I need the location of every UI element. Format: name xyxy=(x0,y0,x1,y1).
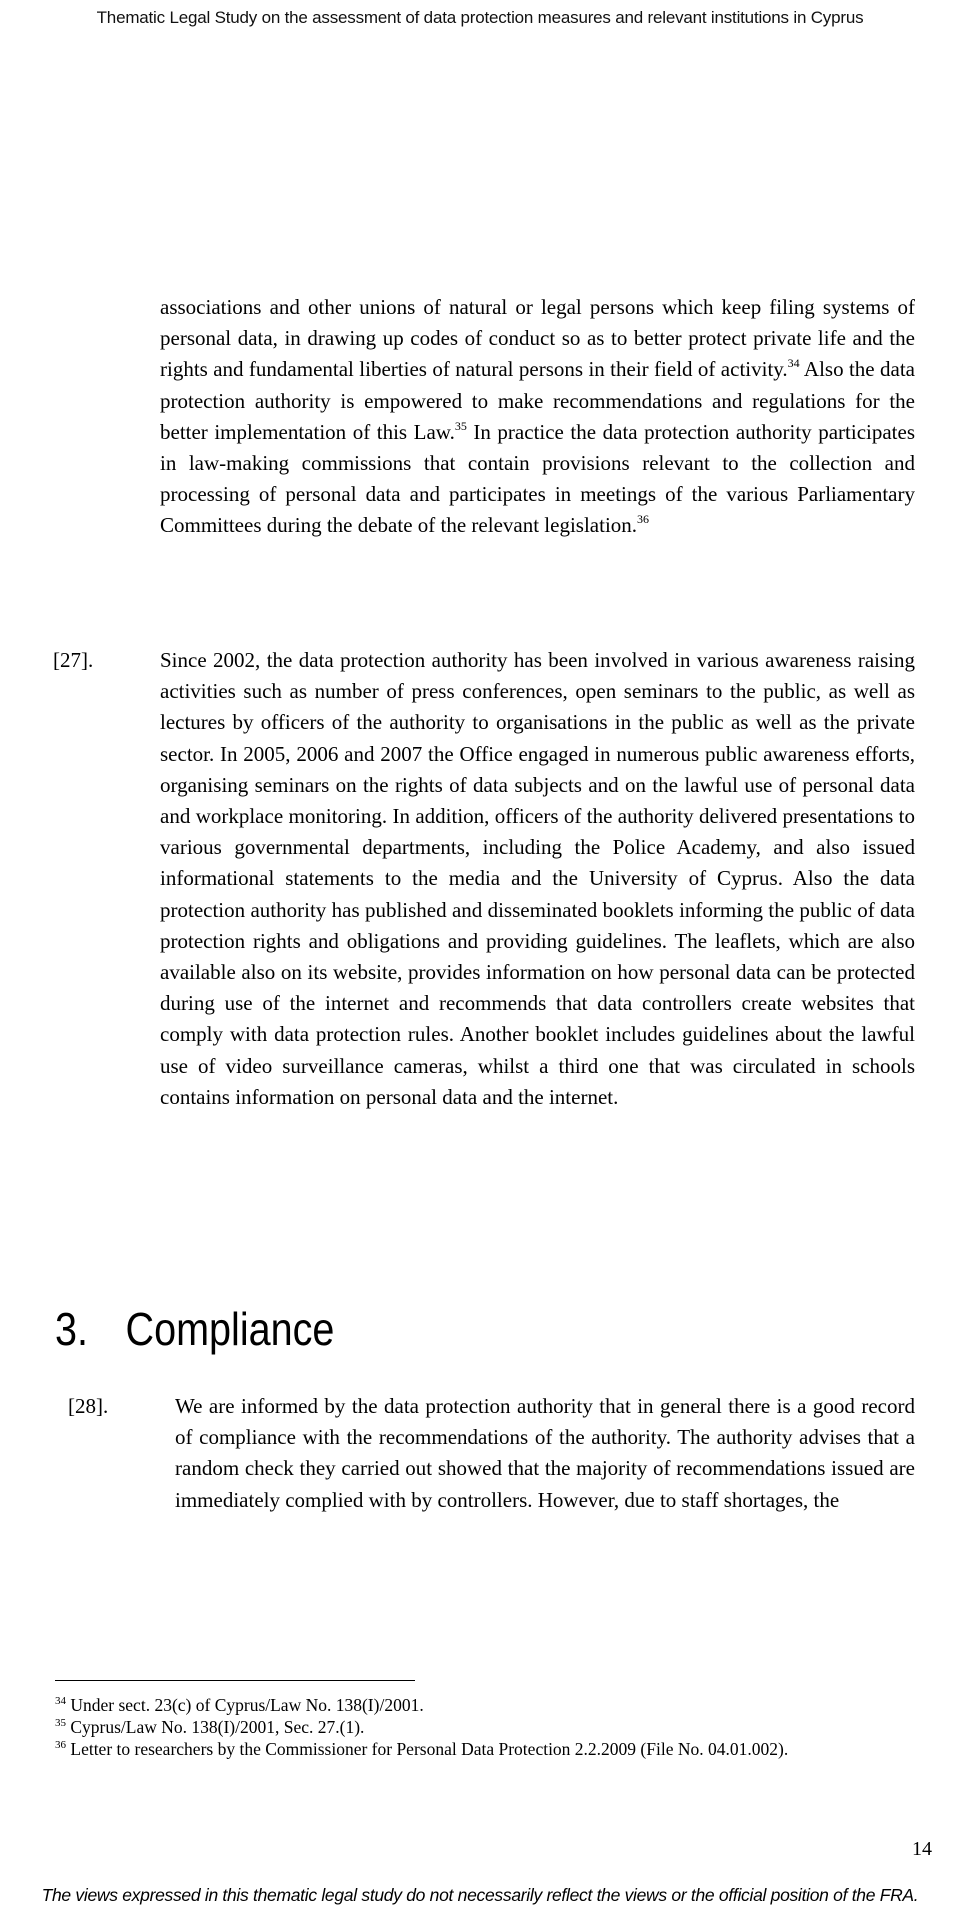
running-header: Thematic Legal Study on the assessment of data protection measures and relevant institutions in Cyprus xyxy=(96,8,864,27)
section-title: Compliance xyxy=(125,1303,335,1355)
section-heading xyxy=(55,1302,334,1356)
footnote-number: 36 xyxy=(55,1739,66,1751)
footnote-35 xyxy=(55,1716,915,1738)
footnote-ref-36[interactable]: 36 xyxy=(637,512,650,527)
paragraph-26-continuation xyxy=(160,292,915,542)
footnote-separator xyxy=(55,1680,415,1681)
footnotes xyxy=(55,1694,915,1760)
footnote-ref-34[interactable]: 34 xyxy=(787,356,800,371)
section-number: 3. xyxy=(55,1303,89,1355)
footnote-text: Cyprus/Law No. 138(I)/2001, Sec. 27.(1). xyxy=(70,1717,365,1737)
footnote-36 xyxy=(55,1738,915,1760)
footnote-34 xyxy=(55,1694,915,1716)
paragraph-text: In practice the data protection authority participates in law-making commissions that contain provisions relevant to the collection and processing of personal data and participates in meetings of the various Parliamentary Committees during the debate of the relevant legislation. xyxy=(160,419,915,538)
paragraph-28: We are informed by the data protection authority that in general there is a good record of compliance with the recommendations of the authority. The authority advises that a random check they carried out showed that the majority of recommendations issued are immediately complied with by controllers. However, due to staff shortages, the xyxy=(175,1394,915,1512)
paragraph-27: Since 2002, the data protection authority has been involved in various awareness raising activities such as number of press conferences, open seminars to the public, as well as lectures by officers of the authority to organisations in the public as well as the private sector. In 2005, 2006 and 2007 the Office engaged in numerous public awareness efforts, organising seminars on the rights of data subjects and on the lawful use of personal data and workplace monitoring. In addition, officers of the authority delivered presentations to various governmental departments, including the Police Academy, and also issued informational statements to the media and the University of Cyprus. Also the data protection authority has published and disseminated booklets informing the public of data protection rights and obligations and providing guidelines. The leaflets, which are also available also on its website, provides information on how personal data can be protected during use of the internet and recommends that data controllers create websites that comply with data protection rules. Another booklet includes guidelines about the lawful use of video surveillance cameras, whilst a third one that was circulated in schools contains information on personal data and the internet. xyxy=(160,648,915,1109)
paragraph-number: [28]. xyxy=(68,1394,109,1418)
paragraph-text: associations and other unions of natural or legal persons which keep filing systems of personal data, in drawing up codes of conduct so as to better protect private life and the rights and fundamental liberties of natural persons in their field of activity. xyxy=(160,295,915,382)
footnote-ref-35[interactable]: 35 xyxy=(454,418,467,433)
footnote-text: Letter to researchers by the Commissioner for Personal Data Protection 2.2.2009 (File No. 04.01.002). xyxy=(70,1739,789,1759)
footer-disclaimer: The views expressed in this thematic legal study do not necessarily reflect the views or the official position of the FRA. xyxy=(41,1885,919,1905)
paragraph-text: Also the data protection authority is empowered to make recommendations and regulations for the better implementation of this Law. xyxy=(160,357,915,444)
paragraph-number: [27]. xyxy=(53,648,94,672)
page-number: 14 xyxy=(912,1838,932,1860)
footnote-text: Under sect. 23(c) of Cyprus/Law No. 138(I)/2001. xyxy=(70,1695,424,1715)
footnote-number: 34 xyxy=(55,1695,66,1707)
footnote-number: 35 xyxy=(55,1717,66,1729)
